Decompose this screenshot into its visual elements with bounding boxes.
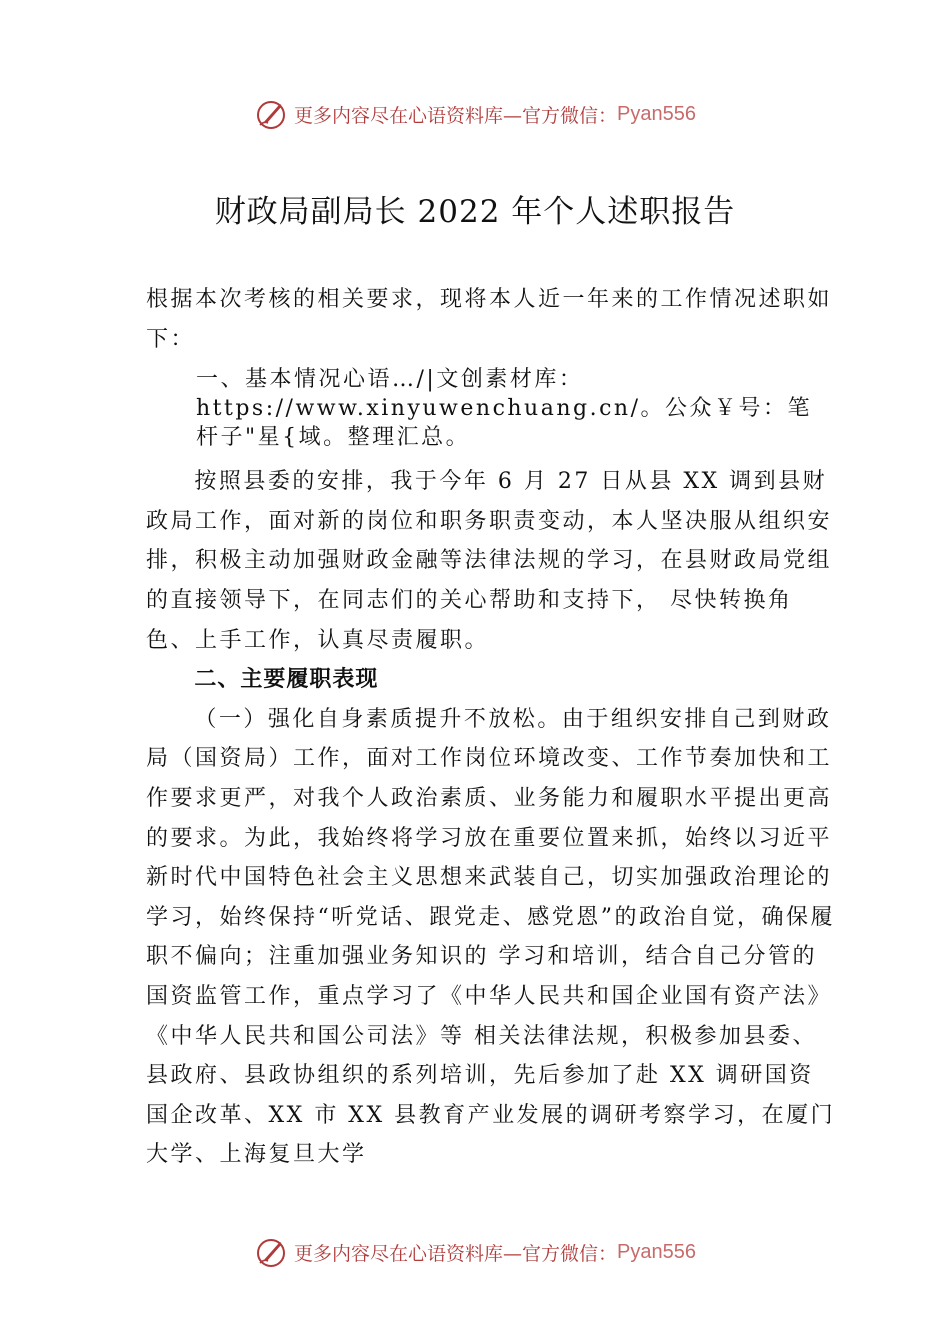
quill-logo-icon — [254, 1235, 288, 1269]
banner-wechat-id: Pyan556 — [617, 102, 696, 125]
section2-heading: 二、主要履职表现 — [194, 667, 379, 693]
banner-text: 更多内容尽在心语资料库—官方微信： — [294, 104, 618, 127]
paragraph-2: （一）强化自身素质提升不放松。由于组织安排自己到财政局（国资局）工作，面对工作岗位环境改变、工作节奏加快和工作要求更严，对我个人政治素质、业务能力和履职水平提出更高的要求。为此，我始终将学习放在重要位置来抓，始终以习近平新时代中国特色社会主义思想来武装自己，切实加强政治理论的学习，始终保持“听党话、跟党走、感党恩”的政治自觉，确保履职不偏向；注重加强业务知识的 学习和培训，结合自己分管的国资监管工作，重点学习了《中华人民共和国企业国有资产法》《中华人民共和国公司法》等 相关法律法规，积极参加县委、县政府、县政协组织的系列培训，先后参加了赴 XX 调研国资国企改革、XX 市 XX 县教育产业发展的调研考察学习，在厦门大学、上海复旦大学 — [146, 706, 836, 1168]
quill-logo-icon — [254, 97, 288, 131]
banner-wechat-id: Pyan556 — [617, 1240, 696, 1263]
document-body — [146, 280, 836, 1175]
document-title: 财政局副局长 2022 年个人述职报告 — [214, 194, 736, 230]
intro-paragraph: 根据本次考核的相关要求，现将本人近一年来的工作情况述职如下： — [146, 287, 833, 352]
section1-line: 一、基本情况心语…/|文创素材库：https://www.xinyuwenchuang.cn/。公众￥号：笔杆子"星{域。整理汇总。 — [196, 367, 812, 451]
banner-text: 更多内容尽在心语资料库—官方微信： — [294, 1242, 618, 1265]
paragraph-1: 按照县委的安排，我于今年 6 月 27 日从县 XX 调到县财政局工作，面对新的岗位和职务职责变动，本人坚决服从组织安排，积极主动加强财政金融等法律法规的学习，在县财政局党组的直接领导下，在同志们的关心帮助和支持下， 尽快转换角色、上手工作，认真尽责履职。 — [146, 469, 833, 653]
header-watermark-banner — [0, 94, 950, 134]
footer-watermark-banner — [0, 1232, 950, 1272]
